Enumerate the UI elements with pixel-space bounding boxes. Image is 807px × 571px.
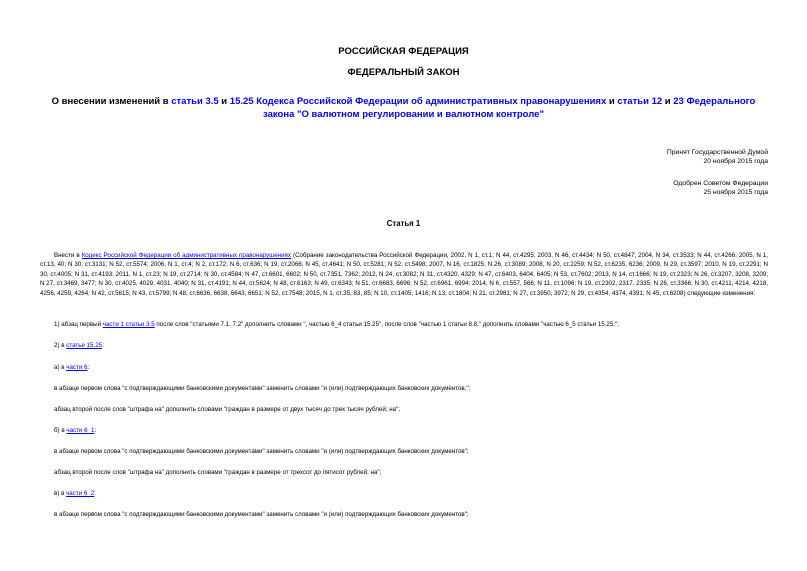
list-item: в абзаце первом слова "с подтверждающими банковскими документами" заменить словами "и (или) подтверждающих банковских документов"; [54,511,469,518]
item-text: : [87,364,90,371]
link-part-6-1[interactable]: части 6_1 [66,427,95,434]
article-intro-paragraph [40,251,768,298]
title-link-article-12[interactable]: статьи 12 [617,96,663,107]
title-link-article-3-5[interactable]: статьи 3.5 [171,96,219,107]
link-part-6[interactable]: части 6 [66,364,88,371]
intro-link-koap[interactable]: Кодекс Российской Федерации об административных правонарушениях [81,252,291,259]
link-part-1-article-3-5[interactable]: части 1 статьи 3.5 [102,321,155,328]
item-text: б) в [54,427,67,434]
list-item [54,363,768,372]
title-text-2: и [218,96,230,107]
title-text-4: и [662,96,674,107]
law-title [40,95,767,121]
list-item: в абзаце первом слова "с подтверждающими банковскими документами" заменить словами "и (или) подтверждающих банковских документов,"; [54,385,471,392]
item-text: 2) в [54,342,67,349]
list-item: абзац второй после слов "штрафа на" дополнить словами "граждан в размере от трехсот до пятисот рублей; на"; [54,469,382,476]
council-date: 25 ноября 2015 года [703,189,768,196]
item-text: после слов "статьями 7.1, 7.2" дополнить словами ", частью 6_4 статьи 15.25", после слов "частью 1 статьи 8.8," дополнить словами "частью 6_5 статьи 15.25,"; [154,321,619,328]
title-text-3: и [606,96,618,107]
article-heading: Статья 1 [386,219,421,228]
list-item: абзац второй после слов "штрафа на" дополнить словами "граждан в размере от двух тысяч до трех тысяч рублей; на"; [54,406,401,413]
list-item [54,426,768,435]
duma-date: 20 ноября 2015 года [703,158,768,165]
intro-text-2: (Собрание законодательства Российской Федерации, 2002, N 1, ст.1; N 44, ст.4295; 2003, N 46, ст.4434; N 50, ст.4847; 2004, N 34, ст.3533; N 44, ст.4266; 2005, N 1, ст.13, 40; N 30, ст.3131; N 52, ст.5574; 2006, N 1, ст.4; N 2, ст.172; N 6, ст.636; N 19, ст.2066; N 45, ст.4641; N 50, ст.5281; N 52, ст.5498; 2007, N 16, ст.1825; N 26, ст.3089; 2008, N 20, ст.2259; N 52, ст.6235, 6236; 2009, N 29, ст.3597; 2010, N 19, ст.2291; N 30, ст.4005; N 31, ст.4193; 2011, N 1, ст.23; N 19, ст.2714; N 30, ст.4584; N 47, ст.6601, 6602; N 50, ст.7351, 7362; 2012, N 24, ст.3082; N 31, ст.4320, 4329; N 47, ст.6403, 6404, 6405; N 53, ст.7602; 2013, N 14, ст.1666; N 19, ст.2323; N 26, ст.3207, 3208, 3209; N 27, ст.3469, 3477; N 30, ст.4025, 4029, 4031, 4040; N 31, ст.4191; N 44, ст.5624; N 48, ст.6163; N 49, ст.6343; N 51, ст.6683, 6696; N 52, ст.6961, 6994; 2014, N 6, ст.557, 566; N 11, ст.1096; N 19, ст.2302, 2317, 2335; N 26, ст.3366; N 30, ст.4211, 4214, 4218, 4256, 4259, 4264; N 42, ст.5615; N 43, ст.5799; N 48, ст.6636, 6638, 6643, 6651; N 52, ст.7548; 2015, N 1, ст.35, 83, 85; N 10, ст.1405, 1416; N 13, ст.1804; N 21, ст.2981; N 27, ст.3950, 3972; N 29, ст.4354, 4374, 4391; N 45, ст.6208) следующие изменения: [40,252,768,297]
item-text: : [102,342,104,349]
title-link-koap-15-25[interactable]: 15.25 Кодекса Российской Федерации об административных правонарушениях [229,96,607,107]
law-type-heading: ФЕДЕРАЛЬНЫЙ ЗАКОН [347,67,460,78]
duma-label: Принят Государственной Думой [666,149,768,156]
list-item [54,320,768,329]
item-text: 1) абзац первый [54,321,103,328]
item-text: : [94,427,97,434]
council-approval [673,179,768,197]
list-item [54,489,768,498]
list-item: в абзаце первом слова "с подтверждающими банковскими документами" заменить словами "и (или) подтверждающих банковских документов"; [54,448,469,455]
list-item [54,341,768,350]
council-label: Одобрен Советом Федерации [673,180,768,187]
country-heading: РОССИЙСКАЯ ФЕДЕРАЦИЯ [338,46,469,57]
link-part-6-2[interactable]: части 6_2 [66,490,95,497]
item-text: : [94,490,96,497]
title-text-1: О внесении изменений в [51,96,172,107]
link-article-15-25[interactable]: статье 15.25 [66,342,103,349]
title-link-currency-law-23[interactable]: 23 Федерального закона "О валютном регулировании и валютном контроле" [263,96,756,120]
duma-adoption [667,148,768,166]
intro-text-1: Внести в [54,252,82,259]
item-text: а) в [54,364,67,371]
item-text: в) в [54,490,67,497]
